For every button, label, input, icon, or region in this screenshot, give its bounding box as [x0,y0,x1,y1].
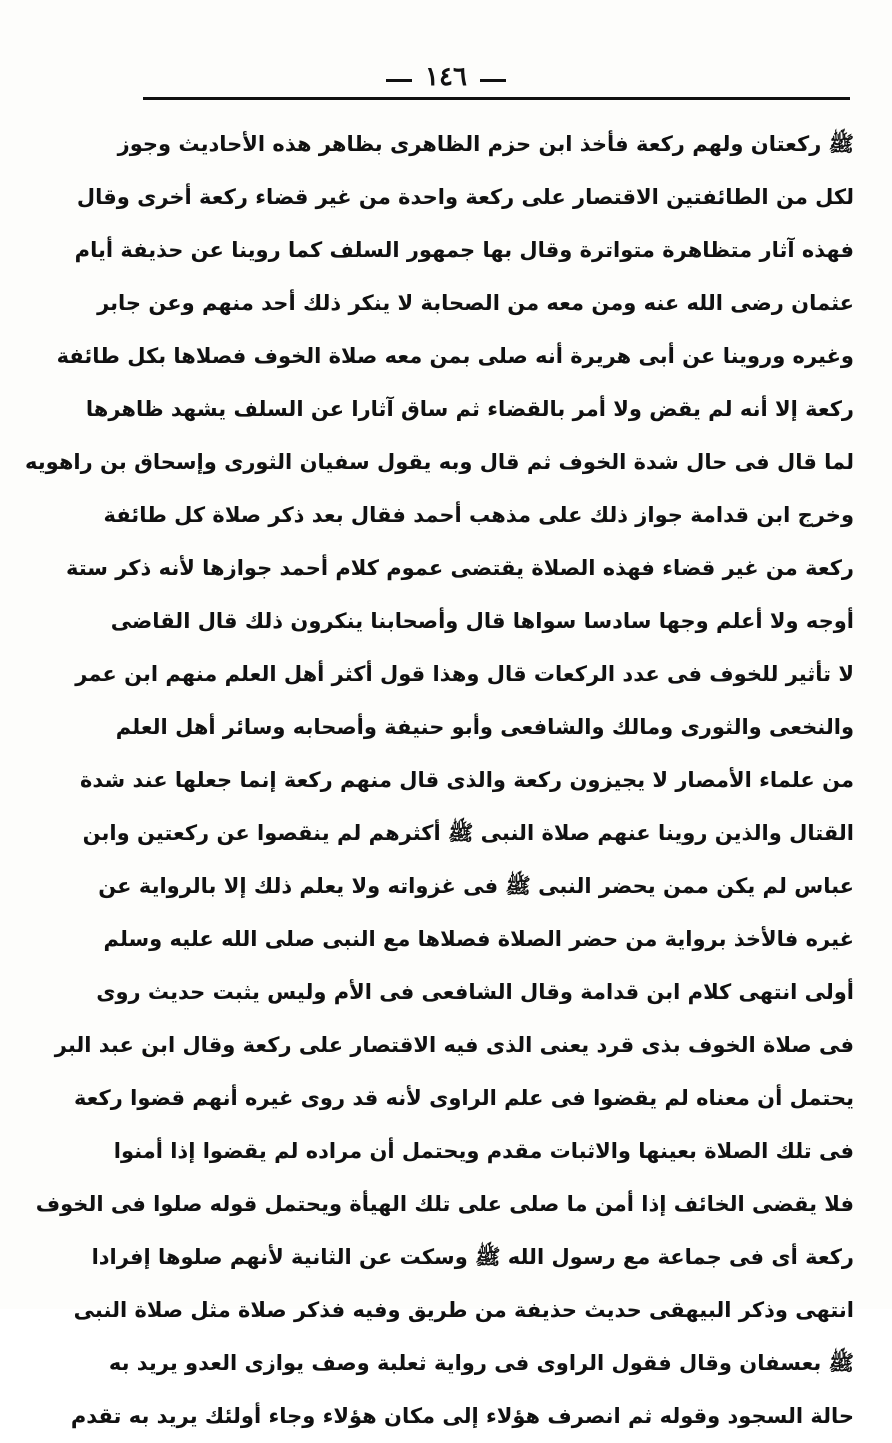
text-line: أوجه ولا أعلم وجها سادسا سواها قال وأصحابنا ينكرون ذلك قال القاضى [110,609,854,633]
right-dash [480,79,506,82]
text-line: أولى انتهى كلام ابن قدامة وقال الشافعى فى الأم وليس يثبت حديث روى [96,980,854,1004]
text-line: انتهى وذكر البيهقى حديث حذيفة من طريق وفيه فذكر صلاة مثل صلاة النبى [73,1298,854,1322]
header-rule [143,97,850,100]
text-line: وخرج ابن قدامة جواز ذلك على مذهب أحمد فقال بعد ذكر صلاة كل طائفة [103,503,854,527]
text-line: فهذه آثار متظاهرة متواترة وقال بها جمهور السلف كما روينا عن حذيفة أيام [74,238,854,262]
text-line: ﷺ ركعتان ولهم ركعة فأخذ ابن حزم الظاهرى بظاهر هذه الأحاديث وجوز [117,132,854,156]
text-line: حالة السجود وقوله ثم انصرف هؤلاء إلى مكان هؤلاء وجاء أولئك يريد به تقدم [70,1404,854,1428]
text-line: والنخعى والثورى ومالك والشافعى وأبو حنيفة وأصحابه وسائر أهل العلم [115,715,854,739]
text-line: لكل من الطائفتين الاقتصار على ركعة واحدة من غير قضاء ركعة أخرى وقال [76,185,854,209]
page-number: ١٤٦ [425,62,467,92]
text-line: ﷺ بعسفان وقال فقول الراوى فى رواية ثعلبة وصف يوازى العدو يريد به [108,1351,854,1375]
left-dash [386,79,412,82]
text-line: وغيره وروينا عن أبى هريرة أنه صلى بمن معه صلاة الخوف فصلاها بكل طائفة [56,344,854,368]
text-line: ركعة من غير قضاء فهذه الصلاة يقتضى عموم كلام أحمد جوازها لأنه ذكر ستة [65,556,854,580]
text-line: فلا يقضى الخائف إذا أمن ما صلى على تلك الهيأة ويحتمل قوله صلوا فى الخوف [35,1192,854,1216]
text-line: لما قال فى حال شدة الخوف ثم قال وبه يقول سفيان الثورى وإسحاق بن راهويه [25,450,854,474]
text-line: يحتمل أن معناه لم يقضوا فى علم الراوى لأنه قد روى غيره أنهم قضوا ركعة [73,1086,854,1110]
text-line: غيره فالأخذ برواية من حضر الصلاة فصلاها مع النبى صلى الله عليه وسلم [103,927,854,951]
text-line: القتال والذين روينا عنهم صلاة النبى ﷺ أكثرهم لم ينقصوا عن ركعتين وابن [82,821,854,845]
text-line: ركعة إلا أنه لم يقض ولا أمر بالقضاء ثم ساق آثارا عن السلف يشهد ظاهرها [85,397,854,421]
page-header [0,62,892,92]
text-line: عثمان رضى الله عنه ومن معه من الصحابة لا ينكر ذلك أحد منهم وعن جابر [97,291,854,315]
text-line: فى تلك الصلاة بعينها والاثبات مقدم ويحتمل أن مراده لم يقضوا إذا أمنوا [113,1139,854,1163]
text-line: فى صلاة الخوف بذى قرد يعنى الذى فيه الاقتصار على ركعة وقال ابن عبد البر [54,1033,854,1057]
text-line: عباس لم يكن ممن يحضر النبى ﷺ فى غزواته ولا يعلم ذلك إلا بالرواية عن [98,874,854,898]
text-line: لا تأثير للخوف فى عدد الركعات قال وهذا قول أكثر أهل العلم منهم ابن عمر [75,662,854,686]
body-text [25,118,854,1443]
text-line: ركعة أى فى جماعة مع رسول الله ﷺ وسكت عن الثانية لأنهم صلوها إفرادا [91,1245,854,1269]
text-line: من علماء الأمصار لا يجيزون ركعة والذى قال منهم ركعة إنما جعلها عند شدة [80,768,854,792]
